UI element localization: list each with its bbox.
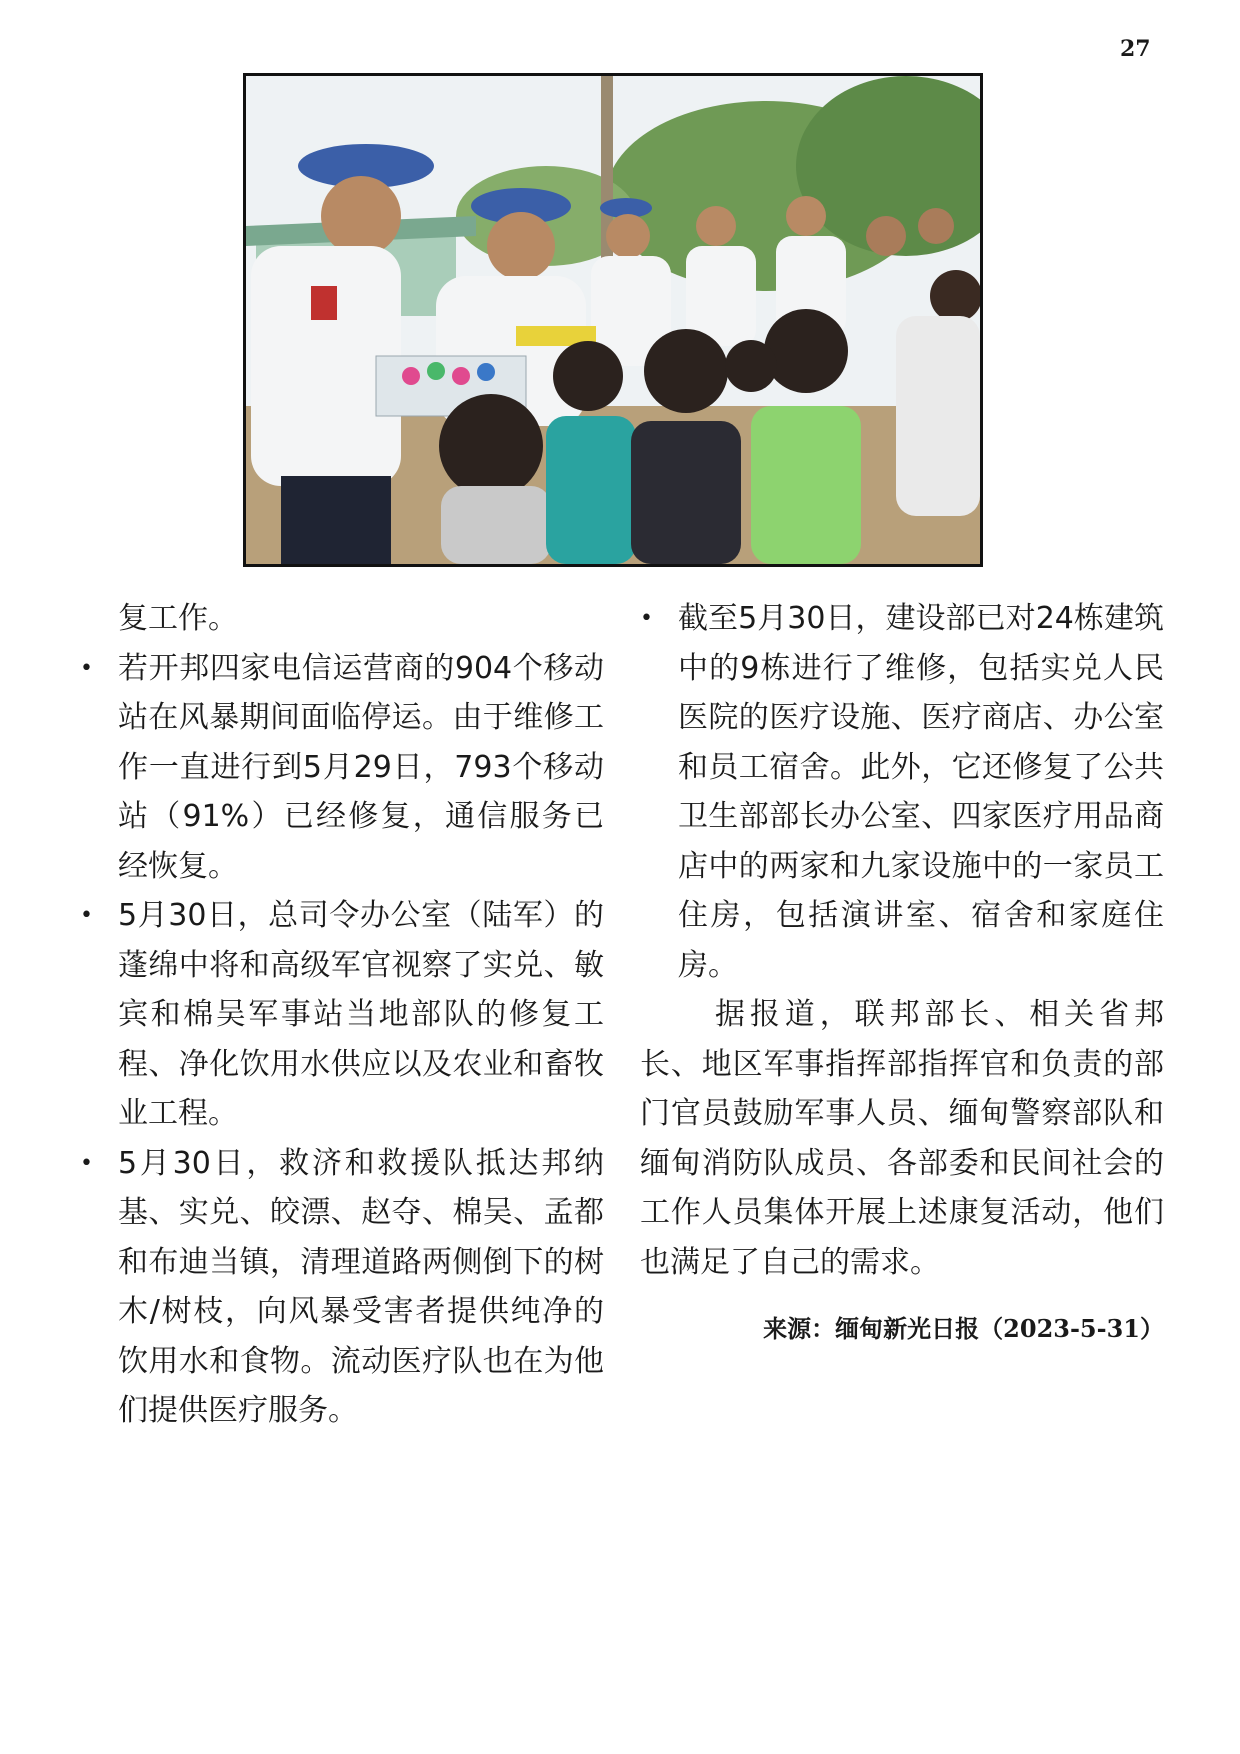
right-column <box>640 594 1164 1344</box>
page-number: 27 <box>1120 36 1151 62</box>
list-item: • 5月30日，总司令办公室（陆军）的蓬绵中将和高级军官视察了实兑、敏宾和棉吴军事站当地部队的修复工程、净化饮用水供应以及农业和畜牧业工程。 <box>80 891 604 1139</box>
continued-paragraph: 复工作。 <box>118 601 238 636</box>
list-item: • 5月30日，救济和救援队抵达邦纳基、实兑、皎漂、赵夺、棉吴、孟都和布迪当镇，清理道路两侧倒下的树木/树枝，向风暴受害者提供纯净的饮用水和食物。流动医疗队也在为他们提供医疗服务。 <box>80 1139 604 1436</box>
photo-officials-giving-toys-to-children-icon <box>246 76 980 564</box>
news-photo <box>243 73 983 567</box>
body-paragraph: 据报道，联邦部长、相关省邦长、地区军事指挥部指挥官和负责的部门官员鼓励军事人员、缅甸警察部队和缅甸消防队成员、各部委和民间社会的工作人员集体开展上述康复活动，他们也满足了自己的需求。 <box>640 997 1164 1280</box>
left-column <box>80 594 604 1436</box>
list-item: • 截至5月30日，建设部已对24栋建筑中的9栋进行了维修，包括实兑人民医院的医疗设施、医疗商店、办公室和员工宿舍。此外，它还修复了公共卫生部部长办公室、四家医疗用品商店中的两家和九家设施中的一家员工住房，包括演讲室、宿舍和家庭住房。 <box>640 594 1164 990</box>
source-credit: 来源：缅甸新光日报（2023-5-31） <box>763 1314 1164 1343</box>
list-item: • 若开邦四家电信运营商的904个移动站在风暴期间面临停运。由于维修工作一直进行到5月29日，793个移动站（91%）已经修复，通信服务已经恢复。 <box>80 644 604 892</box>
